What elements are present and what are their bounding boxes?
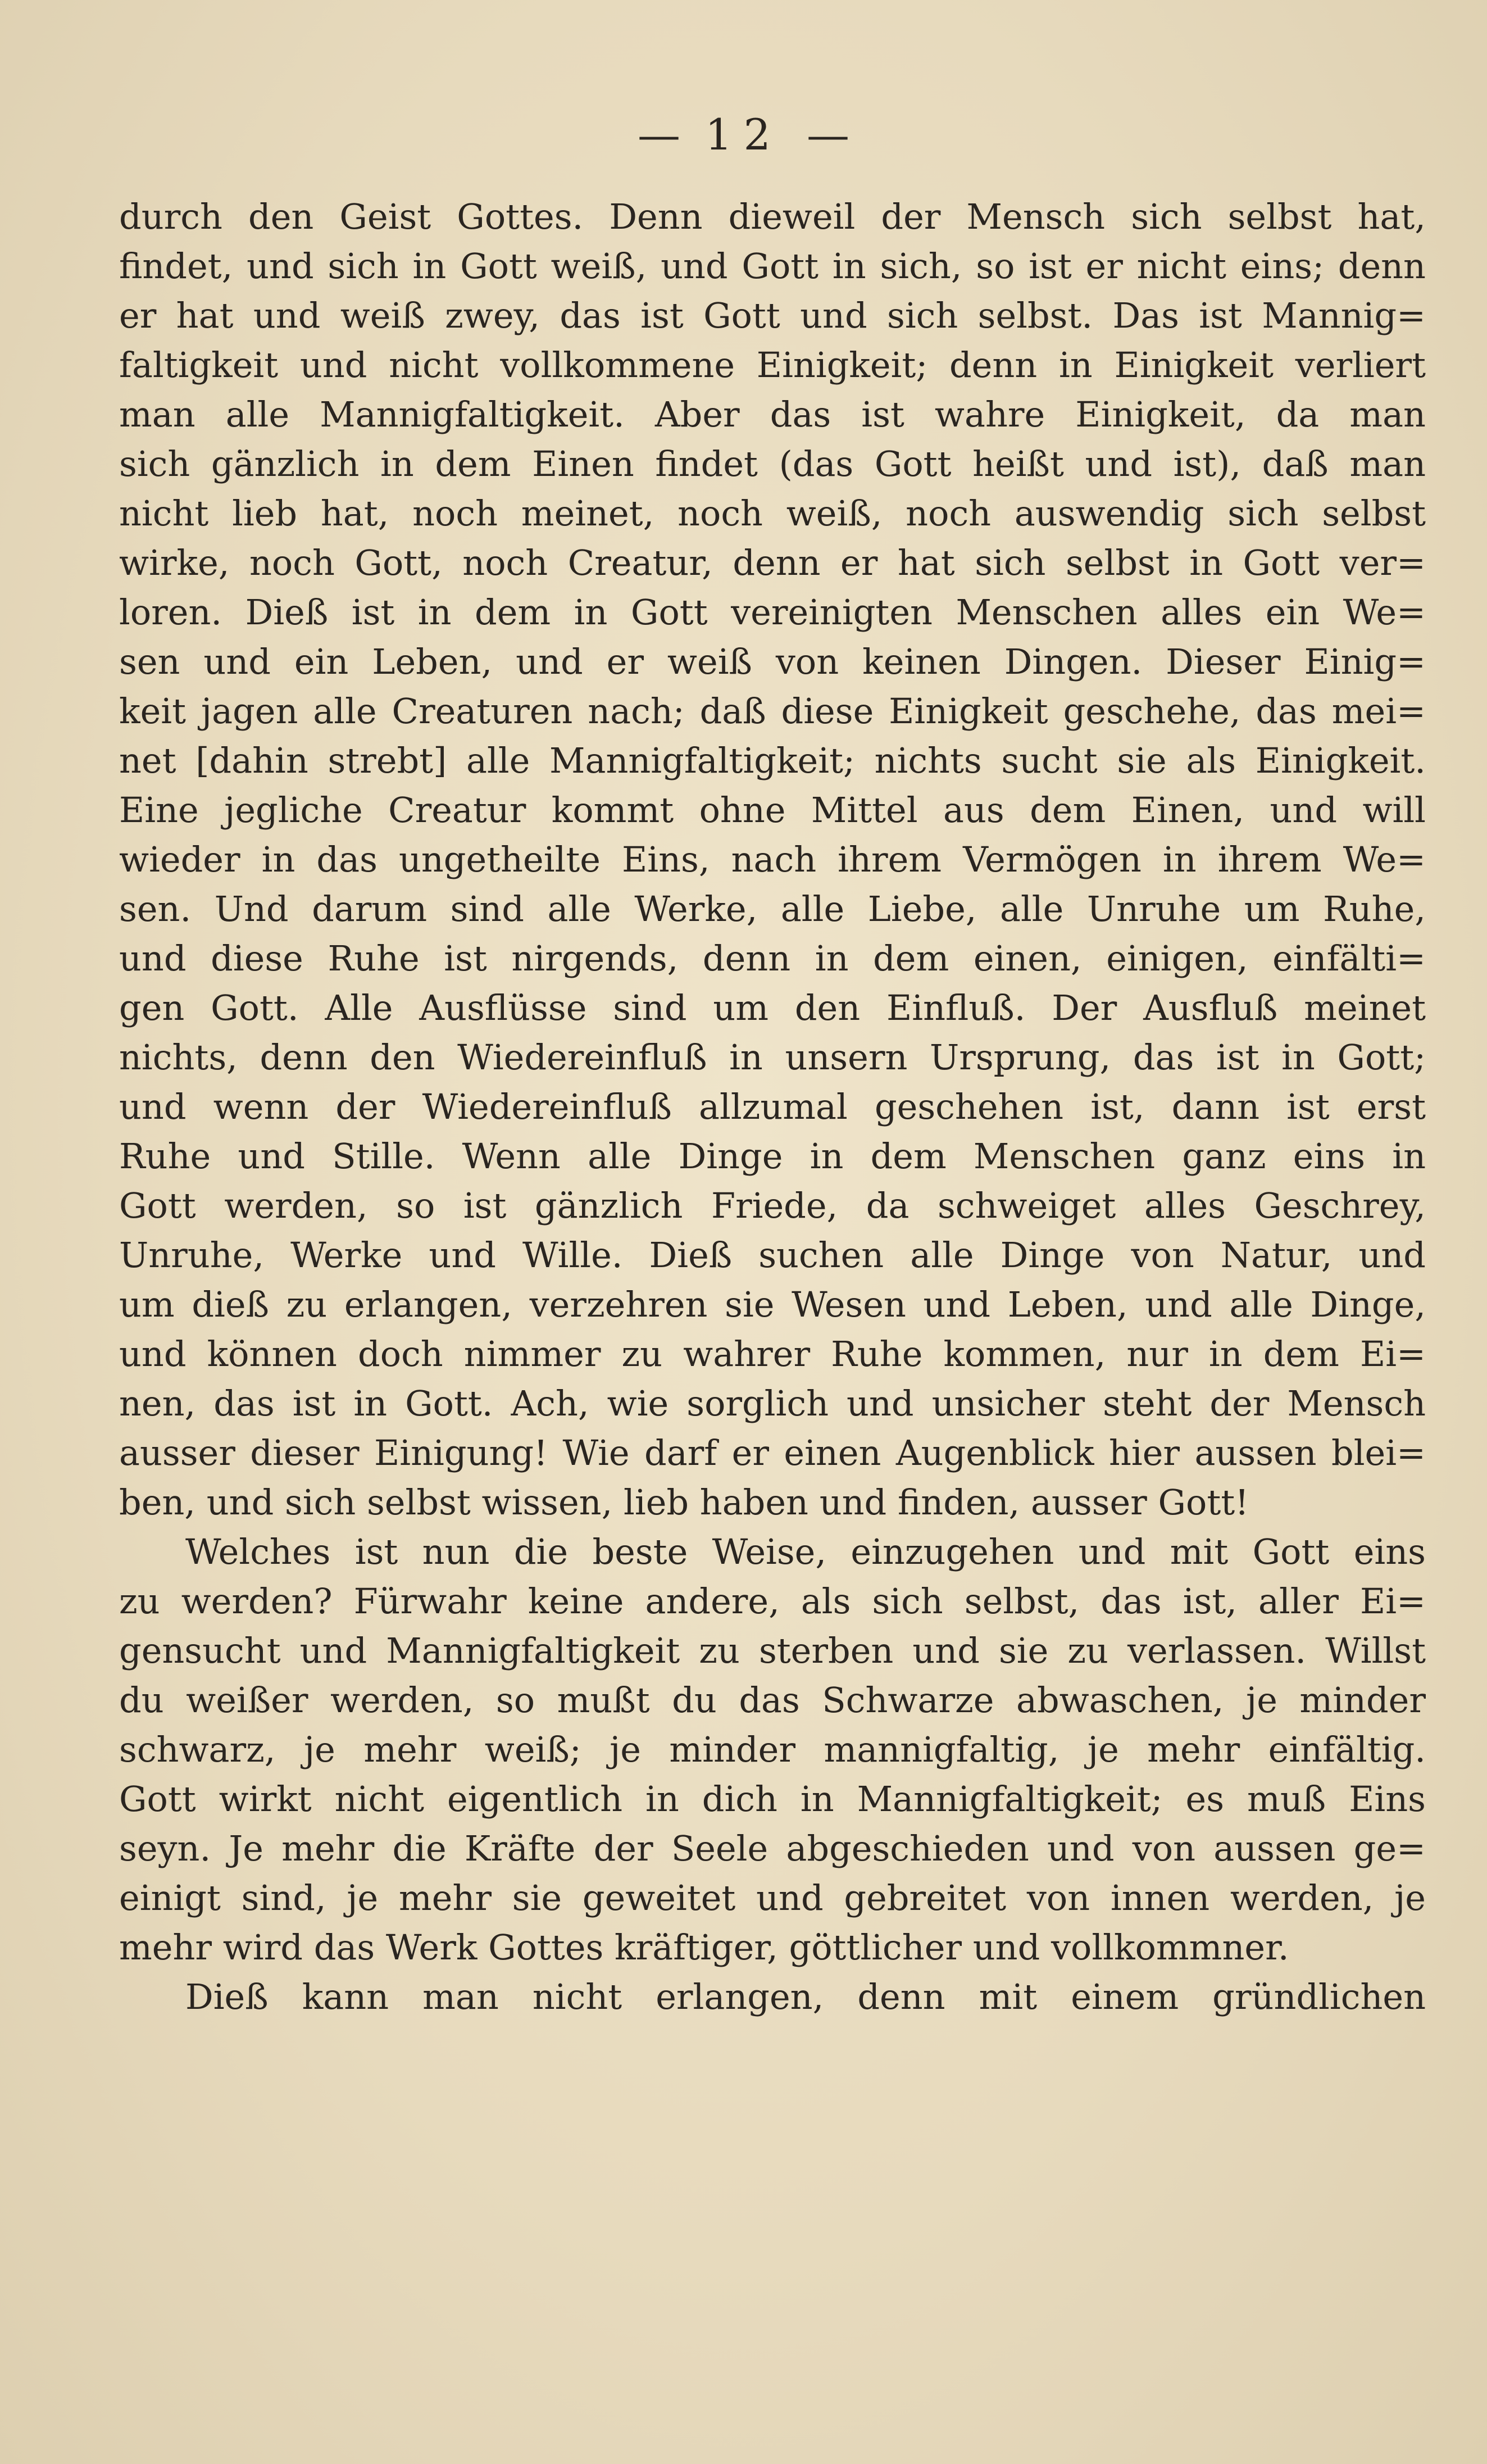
text-line: nicht lieb hat, noch meinet, noch weiß, noch auswendig sich selbst: [119, 493, 1426, 534]
text-line: sich gänzlich in dem Einen findet (das Gott heißt und ist), daß man: [119, 443, 1426, 484]
text-line: Eine jegliche Creatur kommt ohne Mittel aus dem Einen, und will: [119, 789, 1426, 831]
text-line: gensucht und Mannigfaltigkeit zu sterben und sie zu verlassen. Willst: [119, 1630, 1426, 1671]
text-line: sen. Und darum sind alle Werke, alle Liebe, alle Unruhe um Ruhe,: [119, 888, 1426, 929]
header-dash-left: —: [637, 110, 680, 160]
text-line: Gott wirkt nicht eigentlich in dich in Mannigfaltigkeit; es muß Eins: [119, 1778, 1426, 1819]
text-line: durch den Geist Gottes. Denn dieweil der Mensch sich selbst hat,: [119, 196, 1426, 237]
text-line: und diese Ruhe ist nirgends, denn in dem einen, einigen, einfälti=: [119, 938, 1426, 979]
page-number: 12: [705, 110, 782, 160]
text-line: nen, das ist in Gott. Ach, wie sorglich und unsicher steht der Mensch: [119, 1383, 1426, 1424]
text-line: um dieß zu erlangen, verzehren sie Wesen und Leben, und alle Dinge,: [119, 1284, 1426, 1325]
text-line: keit jagen alle Creaturen nach; daß diese Einigkeit geschehe, das mei=: [119, 691, 1426, 732]
text-line: sen und ein Leben, und er weiß von keinen Dingen. Dieser Einig=: [119, 641, 1426, 682]
text-line: loren. Dieß ist in dem in Gott vereinigten Menschen alles ein We=: [119, 592, 1426, 633]
text-line: wirke, noch Gott, noch Creatur, denn er hat sich selbst in Gott ver=: [119, 542, 1426, 583]
text-line: net [dahin strebt] alle Mannigfaltigkeit; nichts sucht sie als Einigkeit.: [119, 740, 1426, 781]
text-line: Gott werden, so ist gänzlich Friede, da schweiget alles Geschrey,: [119, 1185, 1426, 1226]
text-line: einigt sind, je mehr sie geweitet und gebreitet von innen werden, je: [119, 1877, 1426, 1918]
text-line: man alle Mannigfaltigkeit. Aber das ist wahre Einigkeit, da man: [119, 394, 1426, 435]
text-line-paragraph-start: Dieß kann man nicht erlangen, denn mit einem gründlichen: [185, 1976, 1426, 2017]
text-line: findet, und sich in Gott weiß, und Gott in sich, so ist er nicht eins; denn: [119, 246, 1426, 287]
text-line: schwarz, je mehr weiß; je minder mannigfaltig, je mehr einfältig.: [119, 1729, 1426, 1770]
header-dash-right: —: [807, 110, 850, 160]
text-line: Ruhe und Stille. Wenn alle Dinge in dem Menschen ganz eins in: [119, 1136, 1426, 1177]
text-line-paragraph-end: ben, und sich selbst wissen, lieb haben und finden, ausser Gott!: [119, 1482, 1249, 1523]
text-line: und können doch nimmer zu wahrer Ruhe kommen, nur in dem Ei=: [119, 1333, 1426, 1374]
text-line: seyn. Je mehr die Kräfte der Seele abgeschieden und von aussen ge=: [119, 1828, 1426, 1869]
page-header: [0, 107, 1487, 163]
body-text: [119, 192, 1426, 2022]
text-line-paragraph-start: Welches ist nun die beste Weise, einzugehen und mit Gott eins: [185, 1531, 1426, 1572]
text-line: zu werden? Fürwahr keine andere, als sich selbst, das ist, aller Ei=: [119, 1581, 1426, 1622]
text-line: wieder in das ungetheilte Eins, nach ihrem Vermögen in ihrem We=: [119, 839, 1426, 880]
text-line: er hat und weiß zwey, das ist Gott und sich selbst. Das ist Mannig=: [119, 295, 1426, 336]
text-line: nichts, denn den Wiedereinfluß in unsern Ursprung, das ist in Gott;: [119, 1037, 1426, 1078]
text-line: du weißer werden, so mußt du das Schwarze abwaschen, je minder: [119, 1680, 1426, 1721]
text-line: Unruhe, Werke und Wille. Dieß suchen alle Dinge von Natur, und: [119, 1235, 1426, 1276]
text-line: gen Gott. Alle Ausflüsse sind um den Einfluß. Der Ausfluß meinet: [119, 987, 1426, 1028]
text-line-paragraph-end: mehr wird das Werk Gottes kräftiger, göttlicher und vollkommner.: [119, 1927, 1289, 1968]
text-line: ausser dieser Einigung! Wie darf er einen Augenblick hier aussen blei=: [119, 1432, 1426, 1473]
text-line: und wenn der Wiedereinfluß allzumal geschehen ist, dann ist erst: [119, 1086, 1426, 1127]
text-line: faltigkeit und nicht vollkommene Einigkeit; denn in Einigkeit verliert: [119, 344, 1426, 385]
